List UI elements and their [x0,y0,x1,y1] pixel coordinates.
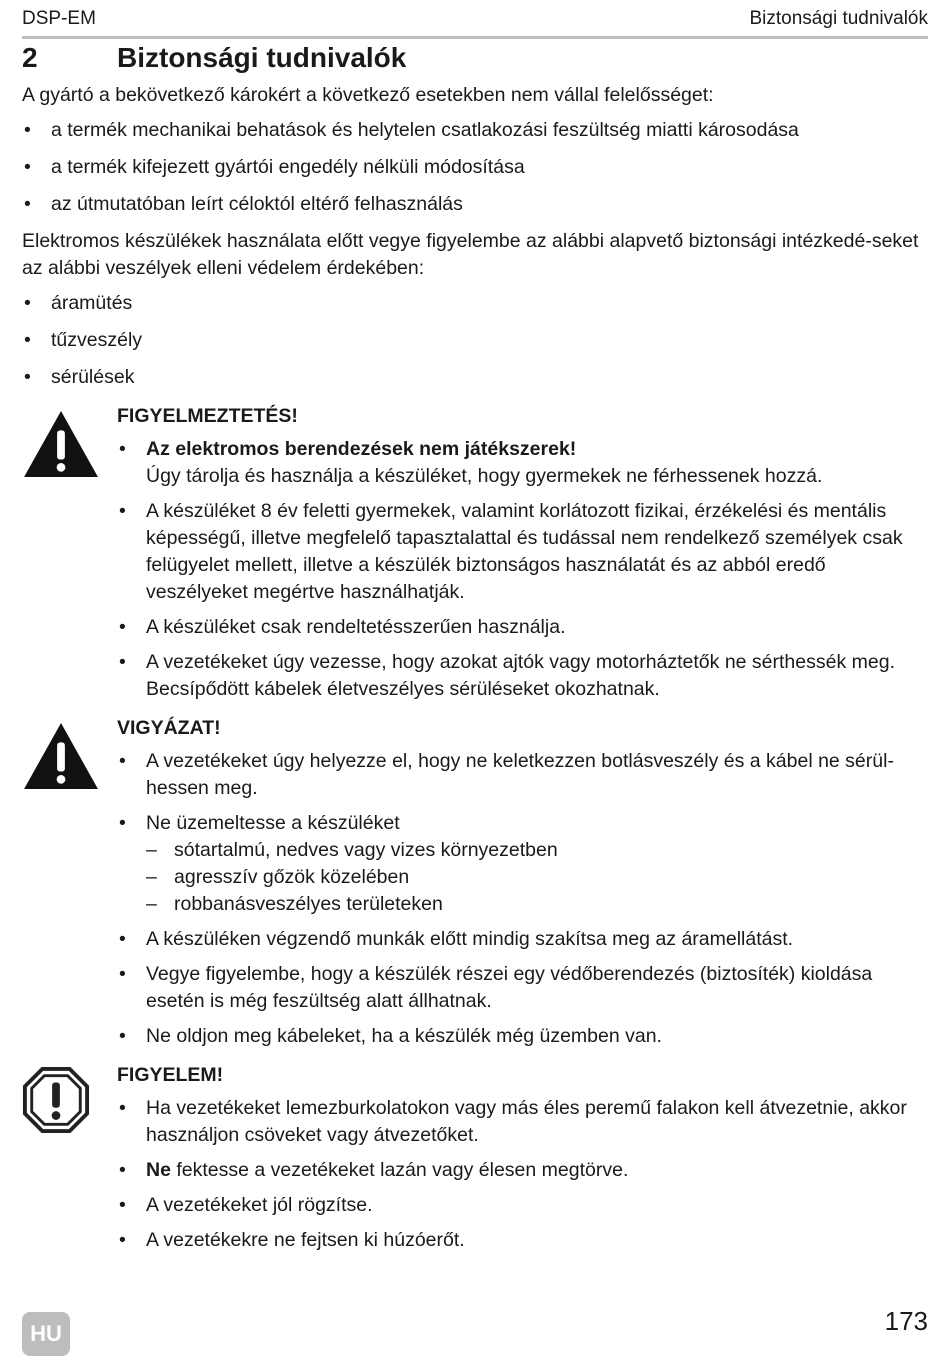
section-number: 2 [22,42,38,73]
section-title-text: Biztonsági tudnivalók [117,42,407,73]
intro-paragraph: A gyártó a bekövetkező károkért a következő esetekben nem vállal felelősséget: [22,84,714,106]
warning-item-text: Úgy tárolja és használja a készüléket, hogy gyermekek ne férhessenek hozzá. [146,465,823,487]
notice-item-bold: Ne [146,1159,171,1181]
hazard-list [22,290,928,391]
warning-item-bold: Az elektromos berendezések nem játékszerek! [146,438,577,460]
sub-list-item: – sótartalmú, nedves vagy vizes környezetben [146,837,928,864]
list-item: • Ne oldjon meg kábeleket, ha a készülék még üzemben van. [117,1023,928,1050]
notice-list [117,1095,928,1254]
header-product-name: DSP-EM [22,8,96,29]
list-item: • az útmutatóban leírt céloktól eltérő felhasználás [22,191,928,218]
header-divider [22,36,928,39]
list-item: • a termék kifejezett gyártói engedély nélküli módosítása [22,154,928,181]
warning-list [117,436,928,703]
list-item: • tűzveszély [22,327,928,354]
caution-list [117,748,928,1050]
list-item: • áramütés [22,290,928,317]
electric-intro-paragraph: Elektromos készülékek használata előtt vegye figyelembe az alábbi alapvető biztonsági intézkedé-seket az alábbi veszélyek elleni védelem érdekében: [22,230,919,279]
list-item [117,436,928,490]
notice-title: FIGYELEM! [117,1064,224,1086]
header-section-name: Biztonsági tudnivalók [749,8,928,29]
caution-title: VIGYÁZAT! [117,717,221,739]
list-item: • A készüléken végzendő munkák előtt mindig szakítsa meg az áramellátást. [117,926,928,953]
list-item: • sérülések [22,364,928,391]
main-content [22,82,928,1262]
warning-triangle-icon [22,409,100,479]
list-item: • A készüléket 8 év feletti gyermekek, valamint korlátozott fizikai, érzékelési és mentális képességű, illetve megfelelő tapasztalattal és tudással nem rendelkező személyek csak felügyelet mellett, illetve a készülék biztonságos használatát és az abból eredő veszélyeket megértve használhatják. [117,498,928,606]
sub-list-item: – robbanásveszélyes területeken [146,891,928,918]
list-item: • A készüléket csak rendeltetésszerűen használja. [117,614,928,641]
language-badge: HU [22,1312,70,1356]
sub-list-item: – agresszív gőzök közelében [146,864,928,891]
notice-block [22,1062,928,1254]
list-item: • Vegye figyelembe, hogy a készülék részei egy védőberendezés (biztosíték) kioldása esetén is még feszültség alatt állhatnak. [117,961,928,1015]
caution-block [22,715,928,1050]
notice-octagon-icon [22,1066,90,1134]
list-item: • A vezetékeket úgy vezesse, hogy azokat ajtók vagy motorháztetők ne sérthessék meg. Becsípődött kábelek életveszélyes sérüléseket okozhatnak. [117,649,928,703]
list-item [117,1157,928,1184]
list-item: • A vezetékeket jól rögzítse. [117,1192,928,1219]
list-item: • a termék mechanikai behatások és helytelen csatlakozási feszültség miatti károsodása [22,117,928,144]
list-item: • Ha vezetékeket lemezburkolatokon vagy más éles peremű falakon kell átvezetnie, akkor használjon csöveket vagy átvezetőket. [117,1095,928,1149]
page-number: 173 [884,1306,928,1336]
section-title [22,42,406,74]
warning-block [22,403,928,703]
warning-triangle-icon [22,721,100,791]
list-item: • A vezetékeket úgy helyezze el, hogy ne keletkezzen botlásveszély és a kábel ne sérül-hessen meg. [117,748,928,802]
list-item: • A vezetékekre ne fejtsen ki húzóerőt. [117,1227,928,1254]
caution-item-text: Ne üzemeltesse a készüléket [146,812,400,834]
list-item [117,810,928,918]
liability-list [22,117,928,218]
warning-title: FIGYELMEZTETÉS! [117,405,298,427]
notice-item-text: fektesse a vezetékeket lazán vagy élesen megtörve. [170,1159,629,1181]
